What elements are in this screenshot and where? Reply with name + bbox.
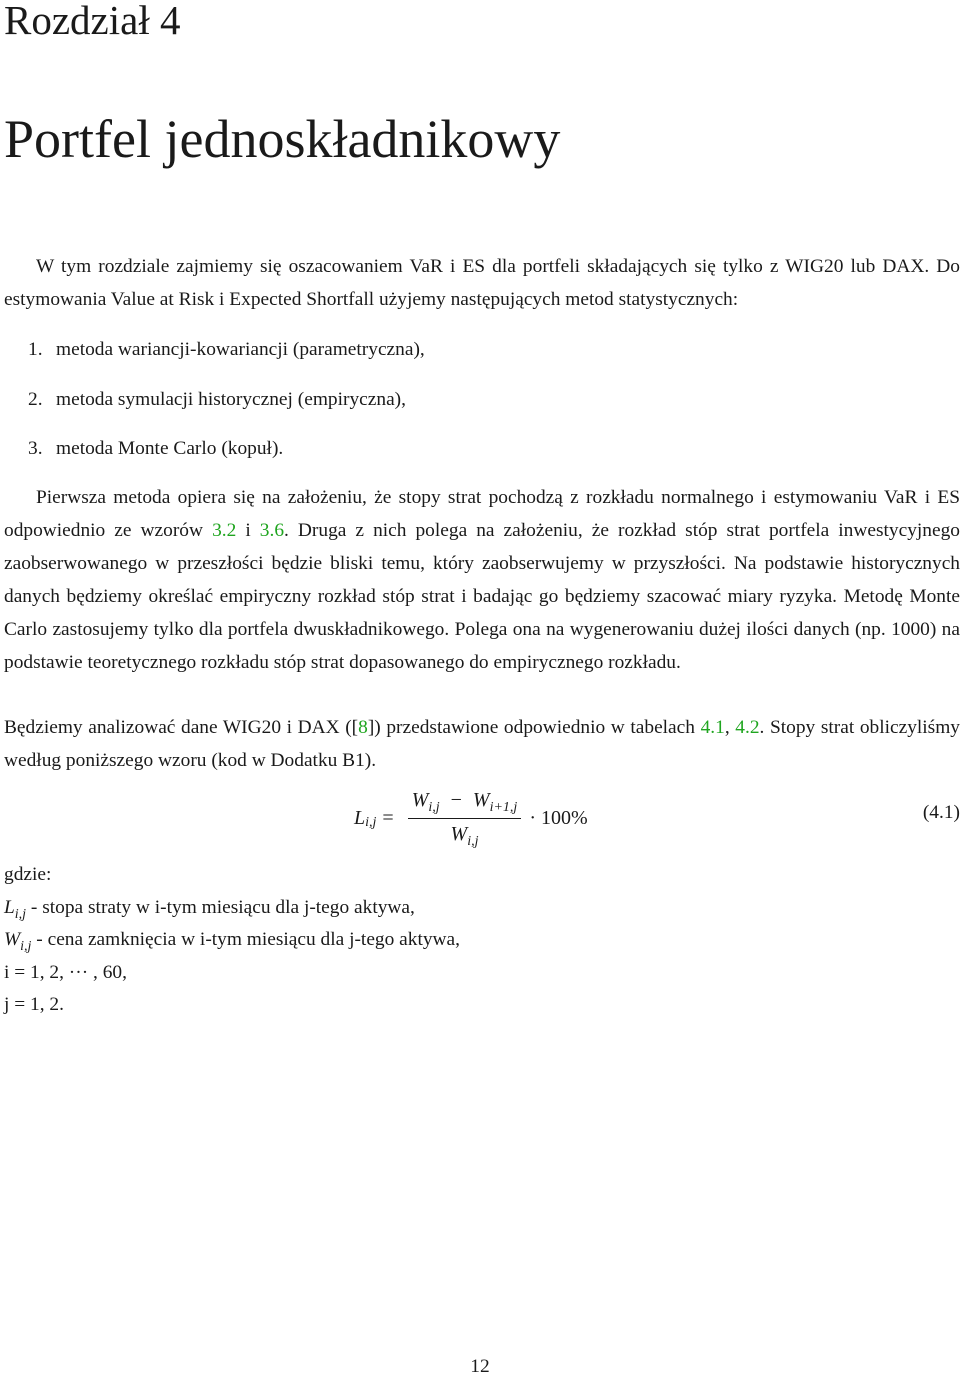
methods-paragraph-connector: i [236, 520, 260, 541]
definition-item [4, 891, 460, 924]
definition-text: - stopa straty w i-tym miesiącu dla j-tego aktywa, [26, 896, 415, 918]
equation-4-1 [4, 788, 960, 848]
denominator-term: W [450, 822, 468, 845]
numerator-term-a: W [411, 788, 429, 811]
numerator-term-b-subscript: i+1,j [489, 799, 518, 815]
equation-factor: · 100% [529, 806, 588, 829]
fraction-denominator [451, 819, 479, 850]
list-item-number: 1. [28, 339, 43, 360]
data-paragraph-separator: , [724, 717, 736, 738]
intro-paragraph: W tym rozdziale zajmiemy się oszacowaniem VaR i ES dla portfeli składających się tylko z WIG20 lub DAX. Do estymowania Value at Risk i Expected Shortfall użyjemy następujących metod statystycznych: [4, 256, 960, 310]
equation-fraction [408, 787, 522, 850]
data-paragraph-text-2: ]) przedstawione odpowiednio w tabelach [367, 717, 701, 738]
data-paragraph-text-1: Będziemy analizować dane WIG20 i DAX ([ [4, 717, 359, 738]
definitions-intro: gdzie: [4, 864, 52, 885]
equation-number: (4.1) [922, 802, 960, 823]
table-ref-4-2[interactable]: 4.2 [735, 717, 760, 738]
numerator-term-b: W [472, 788, 490, 811]
citation-link-8[interactable]: 8 [358, 717, 368, 738]
methods-paragraph-text-2: . Druga z nich polega na założeniu, że rozkład stóp strat portfela inwestycyjnego zaobserwowanego w przeszłości będzie bliski temu, który zaobserwujemy w przyszłości. Na podstawie historycznych danych będziemy określać empiryczny rozkład stóp strat i badając go będziemy szacować miary ryzyka. Metodę Monte Carlo zastosujemy tylko dla portfela dwuskładnikowego. Polega ona na wygenerowaniu dużej ilości danych (np. 1000) na podstawie teoretycznego rozkładu stóp strat dopasowanego do empirycznego rozkładu. [4, 520, 960, 673]
list-item [28, 333, 425, 383]
chapter-title: Portfel jednoskładnikowy [4, 109, 561, 169]
methods-list [28, 333, 425, 482]
definition-symbol: W [4, 929, 21, 950]
equation-body [354, 788, 588, 848]
definition-text: - cena zamknięcia w i-tym miesiącu dla j-tego aktywa, [31, 929, 461, 950]
definition-i-range: i = 1, 2, ··· , 60, [4, 961, 127, 983]
denominator-term-subscript: i,j [467, 833, 479, 849]
chapter-label: Rozdział 4 [4, 0, 181, 43]
definition-j-range: j = 1, 2. [4, 994, 64, 1015]
list-item [28, 383, 425, 433]
list-item-number: 2. [28, 388, 43, 410]
definition-item [4, 923, 460, 956]
methods-paragraph [4, 481, 960, 679]
definitions-block [4, 858, 460, 1021]
list-item-text: metoda wariancji-kowariancji (parametryczna), [56, 339, 425, 360]
methods-paragraph-text-1: Pierwsza metoda opiera się na założeniu, że stopy strat pochodzą z rozkładu normalnego i estymowaniu VaR i ES odpowiednio ze wzorów [4, 487, 960, 541]
definition-symbol-subscript: i,j [14, 906, 27, 922]
list-item-number: 3. [28, 438, 43, 459]
data-paragraph-text-3: . Stopy strat obliczyliśmy według poniższego wzoru (kod w Dodatku B1). [4, 717, 960, 771]
equation-lhs-subscript: i,j [365, 815, 377, 830]
table-ref-4-1[interactable]: 4.1 [700, 717, 725, 738]
list-item-text: metoda symulacji historycznej (empiryczna), [56, 388, 406, 410]
page-number: 12 [470, 1356, 490, 1377]
fraction-numerator [408, 787, 522, 818]
equation-ref-3-6[interactable]: 3.6 [259, 520, 285, 541]
definition-symbol: L [4, 896, 15, 918]
equation-equals: = [382, 806, 394, 829]
numerator-term-a-subscript: i,j [428, 799, 440, 815]
definition-symbol-subscript: i,j [20, 939, 32, 954]
data-paragraph [4, 711, 960, 777]
list-item-text: metoda Monte Carlo (kopuł). [56, 438, 284, 459]
list-item [28, 432, 425, 482]
equation-ref-3-2[interactable]: 3.2 [212, 520, 237, 541]
equation-lhs: L [354, 806, 366, 829]
numerator-minus: − [450, 788, 462, 811]
